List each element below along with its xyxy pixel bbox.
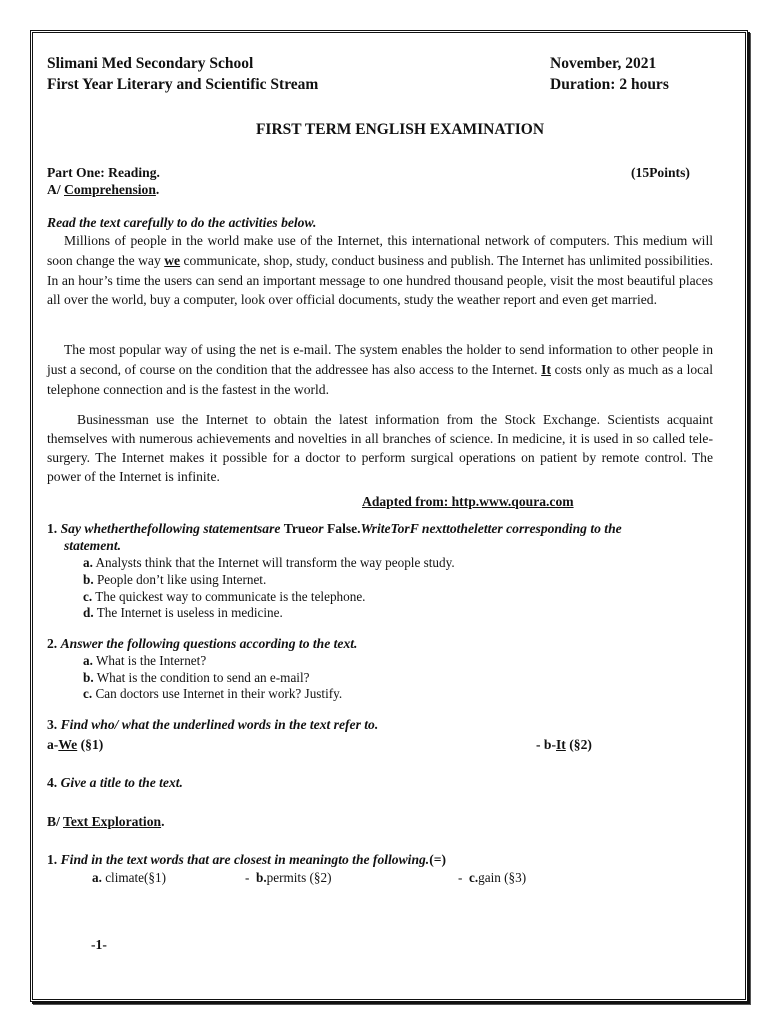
item-letter: c. [83,686,93,701]
q1-or: or [311,521,327,536]
b1-item-b [245,870,331,886]
q2-item [83,670,309,686]
question-2 [47,636,357,652]
item-letter: a. [83,555,93,570]
section-a-suffix: . [155,182,160,197]
part-one-label: Part One: Reading. [47,165,160,180]
b1-symbol: (=) [429,852,447,867]
item-letter: d. [83,605,94,620]
question-1 [47,521,622,537]
question-3 [47,717,378,733]
item-dash: - [245,870,250,885]
section-b-heading [47,814,164,830]
section-a-label: Comprehension [64,182,156,197]
item-text: gain (§3) [478,870,527,885]
q3-b-ref: (§2) [565,737,592,752]
q1-item [83,605,283,621]
underlined-it: It [541,361,551,377]
item-text: The Internet is useless in medicine. [96,605,283,620]
q3-number: 3. [47,717,58,732]
item-letter: a. [92,870,102,885]
source-citation: Adapted from: http.www.qoura.com [362,494,574,509]
exam-duration: Duration: 2 hours [550,76,669,93]
item-letter: c. [469,870,479,885]
item-text: climate(§1) [101,870,166,885]
item-text: Analysts think that the Internet will transform the way people study. [95,555,455,570]
page-number: -1- [91,937,107,952]
paragraph-1 [47,231,713,310]
section-b-suffix: . [161,814,165,829]
q3-item-b [536,737,592,753]
q3-item-a [47,737,103,753]
q1-text-a: Say whetherthefollowing statementsare [60,521,284,536]
q2-item [83,653,206,669]
section-a-prefix: A/ [47,182,64,197]
p2-text-b: costs only as much as a local telephone connection and is the fastest in the world. [47,361,713,397]
q2-number: 2. [47,636,58,651]
section-a-heading [47,182,159,198]
item-text: What is the Internet? [95,653,207,668]
section-b-prefix: B/ [47,814,63,829]
b1-number: 1. [47,852,58,867]
item-letter: c. [83,589,93,604]
item-text: Can doctors use Internet in their work? Justify. [95,686,343,701]
b1-item-a [92,870,166,886]
item-letter: a. [83,653,93,668]
item-letter: b. [256,870,267,885]
q3-b-prefix: - b- [536,737,557,752]
item-letter: b. [83,670,94,685]
q3-a-ref: (§1) [77,737,104,752]
underlined-we: we [164,252,181,268]
q4-number: 4. [47,775,58,790]
q4-text: Give a title to the text. [60,775,183,790]
item-letter: b. [83,572,94,587]
q3-text: Find who/ what the underlined words in the text refer to. [60,717,379,732]
q3-b-word: It [556,737,566,752]
item-text: The quickest way to communicate is the telephone. [95,589,366,604]
part-one-points: (15Points) [631,165,690,180]
q3-a-word: We [58,737,78,752]
q2-text: Answer the following questions according to the text. [60,636,358,651]
item-text: permits (§2) [266,870,332,885]
q1-true: True [283,521,312,536]
item-dash: - [458,870,463,885]
paragraph-2 [47,340,713,399]
school-name: Slimani Med Secondary School [47,55,254,72]
b-question-1 [47,852,446,868]
b1-text: Find in the text words that are closest in meaningto the following. [60,852,430,867]
p1-text-a: Millions of people in the world make use of the Internet, this international network of computers. This medium will soon change the way [47,233,713,268]
q1-item [83,555,455,571]
q1-item [83,589,365,605]
q1-item [83,572,266,588]
exam-date: November, 2021 [550,55,657,72]
item-text: What is the condition to send an e-mail? [96,670,310,685]
q1-text-c: statement. [64,538,122,553]
q3-a-prefix: a- [47,737,59,752]
p2-text-a: The most popular way of using the net is e-mail. The system enables the holder to send information to other people in just a second, of course on the condition that the addressee has also access to the Internet. [47,342,713,377]
exam-title: FIRST TERM ENGLISH EXAMINATION [255,121,545,138]
stream: First Year Literary and Scientific Stream [47,76,319,93]
paragraph-3: Businessman use the Internet to obtain the latest information from the Stock Exchange. Scientists acquaint themselves with numerous achievements and novelties in all branches of science. In medicine, it is used in so called tele-surgery. The Internet makes it possible for a doctor to perform surgical operations on patient by remote control. The power of the Internet is infinite. [47,412,713,484]
q1-number: 1. [47,521,58,536]
item-text: People don’t like using Internet. [96,572,267,587]
q1-false: False. [326,521,361,536]
reading-instruction: Read the text carefully to do the activities below. [47,215,317,230]
b1-item-c [458,870,526,886]
section-b-label: Text Exploration [63,814,162,829]
p1-text-b: communicate, shop, study, conduct business and publish. The Internet has unlimited possibilities. In an hour’s time the users can send an important message to one hundred thousand people, visit the most beautiful places all over the world, buy a computer, look over official documents, study the weather report and even get married. [47,252,713,308]
question-4 [47,775,183,791]
q1-text-b: WriteTorF nexttotheletter corresponding to the [360,521,622,536]
q2-item [83,686,342,702]
